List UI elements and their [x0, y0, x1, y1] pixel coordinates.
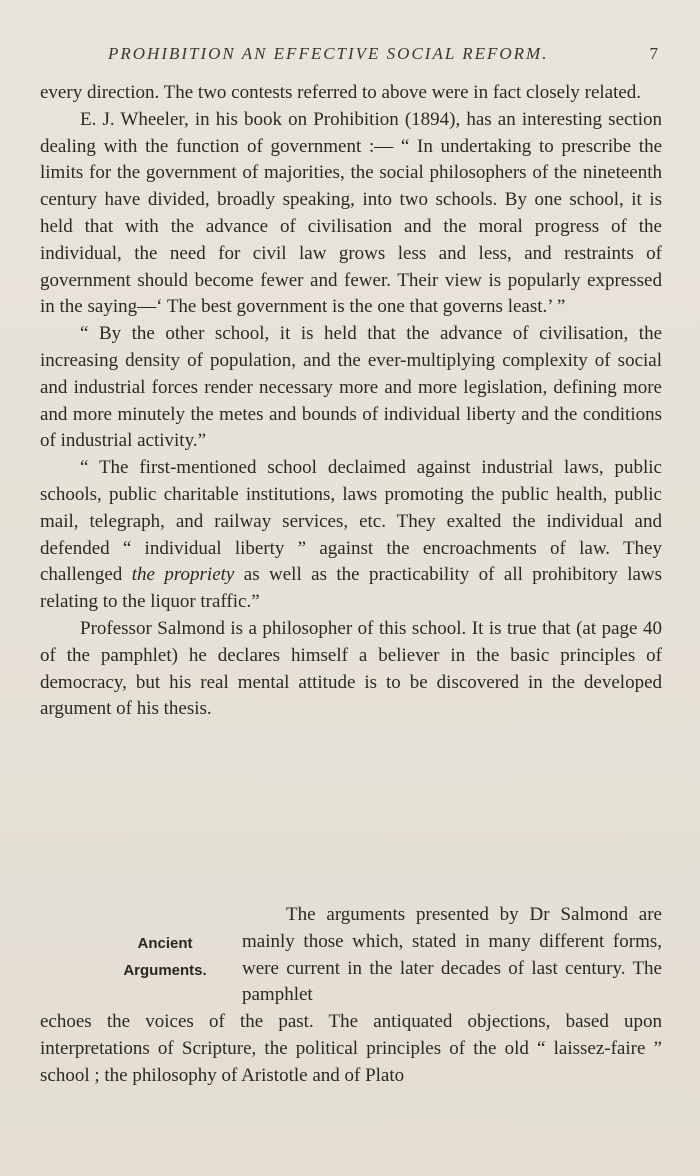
side-heading	[90, 930, 240, 984]
paragraph-first-school-end: as well as the practicability of all prohibitory laws relating to the liquor traffic.”	[40, 564, 663, 613]
paragraph-continued: every direction. The two contests referred to above were in fact closely related.	[40, 82, 642, 103]
paragraph-first-school	[40, 455, 662, 616]
section-paragraph-continued: echoes the voices of the past. The antiquated objections, based upon interpretations of Scripture, the political principles of the old “ laissez-faire ” school ; the philosophy of Aristotle and of Plato	[40, 1011, 662, 1086]
running-title: PROHIBITION AN EFFECTIVE SOCIAL REFORM.	[108, 44, 549, 63]
body-text	[40, 80, 662, 723]
side-heading-line1: Ancient	[137, 935, 193, 952]
paragraph-salmond: Professor Salmond is a philosopher of this school. It is true that (at page 40 of the pamphlet) he declares himself a believer in the basic principles of democracy, but his real mental attitude is to be discovered in the developed argument of his thesis.	[40, 617, 662, 720]
paragraph-first-school-text: “ The first-mentioned school declaimed against industrial laws, public schools, public charitable institutions, laws promoting the public health, public mail, telegraph, and railway services, etc. They exalted the individual and defended “ individual liberty ” against the encroachments of law. They challenged	[40, 457, 662, 586]
paragraph-wheeler: E. J. Wheeler, in his book on Prohibition (1894), has an interesting section dealing with the function of government :— “ In undertaking to prescribe the limits for the government of majorities, the social philosophers of the nineteenth century have divided, broadly speaking, into two schools. By one school, it is held that with the advance of civilisation and the moral progress of the individual, the need for civil law grows less and less, and restraints of government should become fewer and fewer. Their view is popularly expressed in the saying—‘ The best government is the one that governs least.’ ”	[40, 108, 662, 318]
page-number: 7	[649, 44, 660, 63]
paragraph-other-school: “ By the other school, it is held that the advance of civilisation, the increasing density of population, and the ever-multiplying complexity of social and industrial forces render necessary more and more legislation, defining more and more minutely the metes and bounds of individual liberty and the conditions of industrial activity.”	[40, 323, 662, 452]
side-heading-line2: Arguments.	[123, 962, 207, 979]
section-paragraph-start: The arguments presented by Dr Salmond are mainly those which, stated in many different forms, were current in the later decades of last century. The pamphlet	[242, 904, 662, 1006]
section-ancient-arguments	[40, 902, 662, 1090]
emphasis-propriety: the propriety	[131, 564, 235, 586]
running-header	[40, 44, 660, 72]
